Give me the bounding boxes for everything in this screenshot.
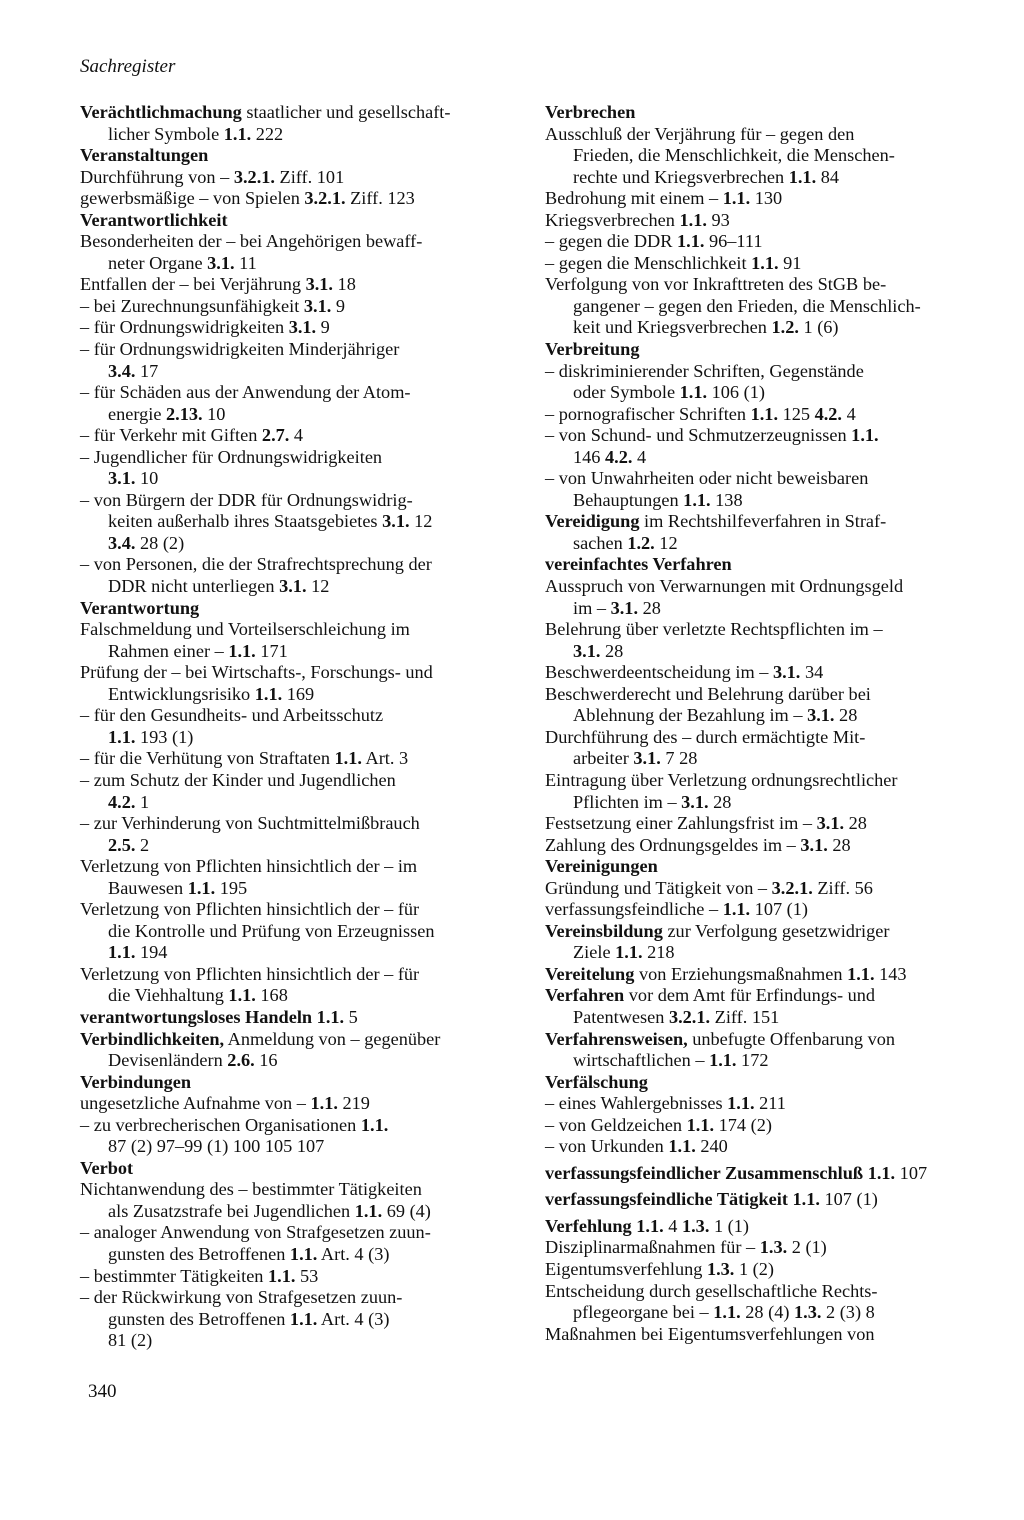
index-entry-line: Beschwerdeentscheidung im – 3.1. 34 (545, 662, 824, 683)
index-entry-line: Verletzung von Pflichten hinsichtlich der – im (80, 856, 418, 877)
index-entry-line: Belehrung über verletzte Rechtspflichten im – (545, 619, 883, 640)
index-entry-line: keit und Kriegsverbrechen 1.2. 1 (6) (573, 317, 839, 338)
index-entry-line: Verantwortung (80, 597, 200, 618)
index-entry-line: Frieden, die Menschlichkeit, die Menschen- (573, 145, 895, 166)
index-entry-line: – der Rückwirkung von Strafgesetzen zuun- (80, 1287, 403, 1308)
index-entry-line: – von Geldzeichen 1.1. 174 (2) (545, 1114, 772, 1135)
index-entry-line: – bestimmter Tätigkeiten 1.1. 53 (80, 1265, 319, 1286)
index-entry-line: – von Schund- und Schmutzerzeugnissen 1.1. (545, 425, 879, 446)
index-entry-line: – gegen die Menschlichkeit 1.1. 91 (545, 252, 802, 273)
index-entry-line: Entwicklungsrisiko 1.1. 169 (108, 683, 315, 704)
index-entry-line: keiten außerhalb ihres Staatsgebietes 3.1. 12 (108, 511, 433, 532)
index-entry-line: 87 (2) 97–99 (1) 100 105 107 (108, 1136, 325, 1157)
index-entry-line: Disziplinarmaßnahmen für – 1.3. 2 (1) (545, 1237, 827, 1258)
left-index-column (80, 102, 525, 1352)
index-entry-line: neter Organe 3.1. 11 (108, 252, 257, 273)
index-entry-line: Verletzung von Pflichten hinsichtlich der – für (80, 963, 420, 984)
index-entry-line: 3.4. 28 (2) (108, 532, 185, 553)
index-entry-line: Verbindungen (80, 1071, 192, 1092)
index-entry-line: DDR nicht unterliegen 3.1. 12 (108, 576, 330, 597)
index-entry-line: 3.1. 10 (108, 468, 159, 489)
index-entry-line: 146 4.2. 4 (573, 446, 647, 467)
index-entry-line: arbeiter 3.1. 7 28 (573, 748, 698, 769)
index-entry-line: Verantwortlichkeit (80, 209, 228, 230)
index-entry-line: gewerbsmäßige – von Spielen 3.2.1. Ziff. 123 (80, 188, 415, 209)
running-header: Sachregister (80, 56, 176, 77)
index-entry-line: Besonderheiten der – bei Angehörigen bewaff- (80, 231, 423, 252)
index-entry-line: Verletzung von Pflichten hinsichtlich der – für (80, 899, 420, 920)
index-entry-line: – für den Gesundheits- und Arbeitsschutz (80, 705, 384, 726)
index-entry-line: Verfahrensweisen, unbefugte Offenbarung von (545, 1028, 895, 1049)
index-entry-line: 2.5. 2 (108, 834, 150, 855)
index-entry-line: Entfallen der – bei Verjährung 3.1. 18 (80, 274, 356, 295)
index-entry-line: im – 3.1. 28 (573, 597, 661, 618)
index-entry-line: Ausspruch von Verwarnungen mit Ordnungsgeld (545, 576, 904, 597)
index-entry-line: Pflichten im – 3.1. 28 (573, 791, 732, 812)
index-entry-line: Devisenländern 2.6. 16 (108, 1050, 278, 1071)
index-entry-line: die Kontrolle und Prüfung von Erzeugnissen (108, 920, 435, 941)
index-entry-line: vereinfachtes Verfahren (545, 554, 732, 575)
index-entry-line: Beschwerderecht und Belehrung darüber bei (545, 683, 871, 704)
index-entry-line: Eintragung über Verletzung ordnungsrechtlicher (545, 769, 898, 790)
index-entry-line: sachen 1.2. 12 (573, 532, 678, 553)
index-entry-line: – zur Verhinderung von Suchtmittelmißbrauch (80, 813, 420, 834)
index-entry-line: – bei Zurechnungsunfähigkeit 3.1. 9 (80, 295, 346, 316)
index-entry-line: – analoger Anwendung von Strafgesetzen zuun- (80, 1222, 431, 1243)
index-entry-line: – von Urkunden 1.1. 240 (545, 1136, 728, 1157)
index-entry-line: Gründung und Tätigkeit von – 3.2.1. Ziff. 56 (545, 877, 873, 898)
index-entry-line: oder Symbole 1.1. 106 (1) (573, 382, 765, 403)
index-entry-line: Verfahren vor dem Amt für Erfindungs- und (545, 985, 876, 1006)
index-entry-line: – diskriminierender Schriften, Gegenstände (545, 360, 864, 381)
index-entry-line: Behauptungen 1.1. 138 (573, 489, 743, 510)
index-entry-line: als Zusatzstrafe bei Jugendlichen 1.1. 69 (4) (108, 1200, 431, 1221)
index-entry-line: Prüfung der – bei Wirtschafts-, Forschungs- und (80, 662, 433, 683)
index-entry-line: – pornografischer Schriften 1.1. 125 4.2. 4 (545, 403, 856, 424)
index-entry-line: 1.1. 193 (1) (108, 726, 194, 747)
index-entry-line: – für die Verhütung von Straftaten 1.1. Art. 3 (80, 748, 409, 769)
index-entry-line: Vereidigung im Rechtshilfeverfahren in Straf- (545, 511, 887, 532)
index-entry-line: Ziele 1.1. 218 (573, 942, 675, 963)
index-entry-line: – für Ordnungswidrigkeiten 3.1. 9 (80, 317, 330, 338)
index-entry-line: die Viehhaltung 1.1. 168 (108, 985, 288, 1006)
index-entry-line: Verfälschung (545, 1071, 648, 1092)
index-entry-line: – von Personen, die der Strafrechtsprechung der (80, 554, 432, 575)
right-index-column (545, 102, 980, 1345)
index-entry-line: Verbindlichkeiten, Anmeldung von – gegenüber (80, 1028, 441, 1049)
index-entry-line: verfassungsfeindlicher Zusammenschluß 1.1. 107 (545, 1162, 928, 1183)
index-entry-line: Veranstaltungen (80, 145, 209, 166)
index-entry-line: Zahlung des Ordnungsgeldes im – 3.1. 28 (545, 834, 851, 855)
index-entry-line: energie 2.13. 10 (108, 403, 226, 424)
index-entry-line: Patentwesen 3.2.1. Ziff. 151 (573, 1006, 780, 1027)
index-entry-line: Entscheidung durch gesellschaftliche Rechts- (545, 1280, 878, 1301)
index-entry-line: Kriegsverbrechen 1.1. 93 (545, 209, 730, 230)
index-entry-line: – zum Schutz der Kinder und Jugendlichen (80, 769, 396, 790)
index-entry-line: rechte und Kriegsverbrechen 1.1. 84 (573, 166, 839, 187)
index-entry-line: Ausschluß der Verjährung für – gegen den (545, 123, 855, 144)
index-entry-line: Bedrohung mit einem – 1.1. 130 (545, 188, 783, 209)
index-entry-line: ungesetzliche Aufnahme von – 1.1. 219 (80, 1093, 370, 1114)
index-entry-line: Rahmen einer – 1.1. 171 (108, 640, 288, 661)
index-entry-line: Verächtlichmachung staatlicher und gesellschaft- (80, 102, 451, 122)
index-entry-line: Bauwesen 1.1. 195 (108, 877, 248, 898)
index-entry-line: Maßnahmen bei Eigentumsverfehlungen von (545, 1323, 875, 1344)
index-entry-line: – für Ordnungswidrigkeiten Minderjähriger (80, 339, 400, 360)
index-entry-line: gangener – gegen den Frieden, die Menschlich- (573, 295, 921, 316)
index-entry-line: Verfehlung 1.1. 4 1.3. 1 (1) (545, 1215, 749, 1236)
index-entry-line: 4.2. 1 (108, 791, 150, 812)
index-entry-line: – eines Wahlergebnisses 1.1. 211 (545, 1093, 786, 1114)
index-entry-line: gunsten des Betroffenen 1.1. Art. 4 (3) (108, 1308, 390, 1329)
index-entry-line: Durchführung von – 3.2.1. Ziff. 101 (80, 166, 345, 187)
index-entry-line: 3.4. 17 (108, 360, 159, 381)
index-entry-line: – zu verbrecherischen Organisationen 1.1. (80, 1114, 389, 1135)
index-entry-line: 1.1. 194 (108, 942, 168, 963)
index-entry-line: Verbreitung (545, 339, 640, 360)
index-entry-line: licher Symbole 1.1. 222 (108, 123, 284, 144)
index-entry-line: Durchführung des – durch ermächtigte Mit- (545, 726, 866, 747)
index-entry-line: wirtschaftlichen – 1.1. 172 (573, 1050, 769, 1071)
index-entry-line: Nichtanwendung des – bestimmter Tätigkeiten (80, 1179, 422, 1200)
index-entry-line: Verbrechen (545, 102, 636, 122)
index-entry-line: Falschmeldung und Vorteilserschleichung im (80, 619, 410, 640)
index-entry-line: – von Bürgern der DDR für Ordnungswidrig- (80, 489, 413, 510)
index-entry-line: verfassungsfeindliche – 1.1. 107 (1) (545, 899, 808, 920)
index-entry-line: 81 (2) (108, 1330, 153, 1351)
index-entry-line: verfassungsfeindliche Tätigkeit 1.1. 107 (1) (545, 1189, 878, 1210)
index-entry-line: Festsetzung einer Zahlungsfrist im – 3.1. 28 (545, 813, 867, 834)
index-entry-line: Ablehnung der Bezahlung im – 3.1. 28 (573, 705, 858, 726)
index-entry-line: – für Schäden aus der Anwendung der Atom- (80, 382, 411, 403)
index-entry-line: Vereitelung von Erziehungsmaßnahmen 1.1. 143 (545, 963, 907, 984)
index-entry-line: pflegeorgane bei – 1.1. 28 (4) 1.3. 2 (3) 8 (573, 1302, 875, 1323)
index-entry-line: Verbot (80, 1157, 134, 1178)
index-entry-line: Vereinigungen (545, 856, 658, 877)
page-number: 340 (88, 1381, 117, 1402)
index-entry-line: 3.1. 28 (573, 640, 624, 661)
index-entry-line: – von Unwahrheiten oder nicht beweisbaren (545, 468, 869, 489)
index-entry-line: Verfolgung von vor Inkrafttreten des StGB be- (545, 274, 887, 295)
index-entry-line: gunsten des Betroffenen 1.1. Art. 4 (3) (108, 1243, 390, 1264)
index-entry-line: – Jugendlicher für Ordnungswidrigkeiten (80, 446, 383, 467)
index-entry-line: – gegen die DDR 1.1. 96–111 (545, 231, 763, 252)
index-entry-line: verantwortungsloses Handeln 1.1. 5 (80, 1006, 358, 1027)
index-entry-line: – für Verkehr mit Giften 2.7. 4 (80, 425, 304, 446)
index-entry-line: Vereinsbildung zur Verfolgung gesetzwidriger (545, 920, 890, 941)
index-entry-line: Eigentumsverfehlung 1.3. 1 (2) (545, 1258, 774, 1279)
